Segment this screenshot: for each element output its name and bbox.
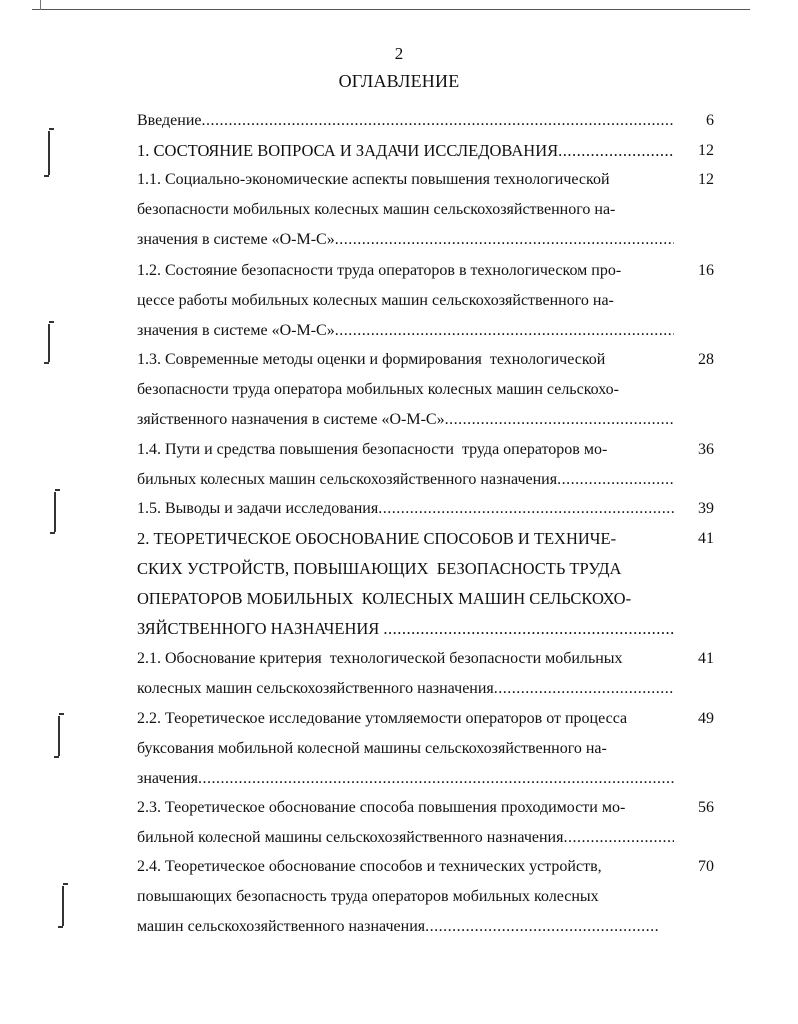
toc-entry-line: [137, 136, 714, 166]
toc-entry-text: 2.2. Теоретическое исследование утомляемости операторов от процесса: [137, 710, 628, 727]
toc-entry-text: зяйственного назначения в системе «О-М-С»: [137, 411, 445, 428]
toc-entry-text: ЗЯЙСТВЕННОГО НАЗНАЧЕНИЯ: [137, 619, 384, 638]
toc-entry-line: [137, 793, 714, 823]
toc-entry: [137, 345, 714, 435]
dot-leader: [202, 106, 675, 136]
toc-entry: [137, 852, 714, 942]
toc-entry-text: буксования мобильной колесной машины сельскохозяйственного на-: [137, 740, 607, 757]
toc-entry-line: [137, 256, 714, 286]
toc-entry-text: 2.4. Теоретическое обоснование способов и технических устройств,: [137, 858, 602, 875]
toc-entry-text: 1.3. Современные методы оценки и формирования технологической: [137, 351, 606, 368]
dot-leader: [335, 316, 674, 346]
dot-leader: [563, 823, 674, 853]
toc-entry: [137, 136, 714, 166]
dot-leader: [378, 494, 674, 524]
toc-entry-line: [137, 912, 714, 942]
toc-entry-text: 2. ТЕОРЕТИЧЕСКОЕ ОБОСНОВАНИЕ СПОСОБОВ И ТЕХНИЧЕ-: [137, 529, 617, 548]
margin-mark: [54, 710, 64, 762]
toc-entry: [137, 165, 714, 255]
toc-entry: [137, 524, 714, 644]
toc-entry-text: колесных машин сельскохозяйственного назначения: [137, 680, 494, 697]
toc-page-number: 28: [698, 351, 714, 368]
toc-entry: [137, 106, 714, 136]
top-edge-tick: [40, 0, 41, 10]
toc-page-number: 6: [706, 112, 714, 129]
toc-entry-text: машин сельскохозяйственного назначения: [137, 918, 426, 935]
toc-entry-text: Введение: [137, 112, 202, 129]
toc-entry: [137, 435, 714, 495]
toc-page-number: 12: [698, 142, 714, 159]
toc-entry-text: бильной колесной машины сельскохозяйственного назначения: [137, 829, 564, 846]
toc-entry-text: бильных колесных машин сельскохозяйственного назначения: [137, 471, 558, 488]
toc-entry-text: СКИХ УСТРОЙСТВ, ПОВЫШАЮЩИХ БЕЗОПАСНОСТЬ ТРУДА: [137, 559, 622, 578]
toc-entry: [137, 704, 714, 794]
toc-entry-text: значения в системе «О-М-С»: [137, 231, 335, 248]
toc-entry-line: [137, 584, 714, 614]
toc-page-number: 41: [698, 530, 714, 547]
toc-entry-line: [137, 165, 714, 195]
toc-entry-line: [137, 494, 714, 524]
toc-entry-line: [137, 286, 714, 316]
toc-entry-text: 1.1. Социально-экономические аспекты повышения технологической: [137, 171, 610, 188]
toc-entry-line: [137, 345, 714, 375]
top-border-line: [32, 9, 750, 10]
toc-entry-text: повышающих безопасность труда операторов мобильных колесных: [137, 888, 599, 905]
toc-entry-line: [137, 764, 714, 794]
toc-entry-line: [137, 316, 714, 346]
toc-entry-text: безопасности труда оператора мобильных колесных машин сельскохо-: [137, 381, 619, 398]
dot-leader: [198, 764, 674, 794]
toc-entry: [137, 256, 714, 346]
dot-leader: [557, 465, 674, 495]
toc-entry-line: [137, 524, 714, 554]
toc-entry-line: [137, 225, 714, 255]
toc-entry-line: [137, 704, 714, 734]
toc-page-number: 70: [698, 858, 714, 875]
page-number: 2: [394, 44, 404, 63]
toc-entry-line: [137, 106, 714, 136]
toc-entry-line: [137, 882, 714, 912]
dot-leader: [558, 136, 674, 166]
toc-entry-text: безопасности мобильных колесных машин сельскохозяйственного на-: [137, 201, 616, 218]
dot-leader: [494, 674, 674, 704]
toc-entry: [137, 644, 714, 704]
dot-leader: [335, 225, 674, 255]
toc-entry: [137, 793, 714, 853]
margin-mark: [44, 125, 54, 180]
toc-entry-text: ОПЕРАТОРОВ МОБИЛЬНЫХ КОЛЕСНЫХ МАШИН СЕЛЬСКОХО-: [137, 589, 632, 608]
toc-entry-line: [137, 465, 714, 495]
toc-entry-line: [137, 823, 714, 853]
dot-leader: [383, 614, 674, 644]
toc-page-number: 16: [698, 262, 714, 279]
dot-leader: [445, 405, 674, 435]
toc-page-number: 36: [698, 441, 714, 458]
toc-entry-line: [137, 435, 714, 465]
margin-mark: [50, 486, 60, 538]
toc-entry-line: [137, 614, 714, 644]
toc-entry-text: значения: [137, 770, 198, 787]
toc-page-number: 49: [698, 710, 714, 727]
toc-page-number: 39: [698, 500, 714, 517]
toc-entry-text: 2.1. Обоснование критерия технологической безопасности мобильных: [137, 650, 623, 667]
toc-entry-line: [137, 554, 714, 584]
toc-entry-text: 1.2. Состояние безопасности труда операторов в технологическом про-: [137, 262, 622, 279]
toc-entry-line: [137, 674, 714, 704]
toc-entry-line: [137, 375, 714, 405]
toc-entry-text: 1.5. Выводы и задачи исследования: [137, 500, 379, 517]
toc-page-number: 56: [698, 799, 714, 816]
toc-entry-line: [137, 734, 714, 764]
toc-entry-text: 1. СОСТОЯНИЕ ВОПРОСА И ЗАДАЧИ ИССЛЕДОВАНИЯ: [137, 141, 559, 160]
toc-entry-text: 1.4. Пути и средства повышения безопасности труда операторов мо-: [137, 441, 608, 458]
toc-entry-text: значения в системе «О-М-С»: [137, 322, 335, 339]
toc-entry-line: [137, 195, 714, 225]
toc-entry-text: 2.3. Теоретическое обоснование способа повышения проходимости мо-: [137, 799, 626, 816]
toc-entry-line: [137, 405, 714, 435]
toc-page-number: 12: [698, 171, 714, 188]
toc-entry-line: [137, 644, 714, 674]
toc-page-number: 41: [698, 650, 714, 667]
margin-mark: [58, 880, 68, 932]
toc-entry-line: [137, 852, 714, 882]
toc-title: ОГЛАВЛЕНИЕ: [338, 71, 460, 91]
toc-entry-text: цессе работы мобильных колесных машин сельскохозяйственного на-: [137, 292, 614, 309]
margin-mark: [44, 318, 54, 368]
dot-leader: [425, 912, 659, 942]
toc-entry: [137, 494, 714, 524]
